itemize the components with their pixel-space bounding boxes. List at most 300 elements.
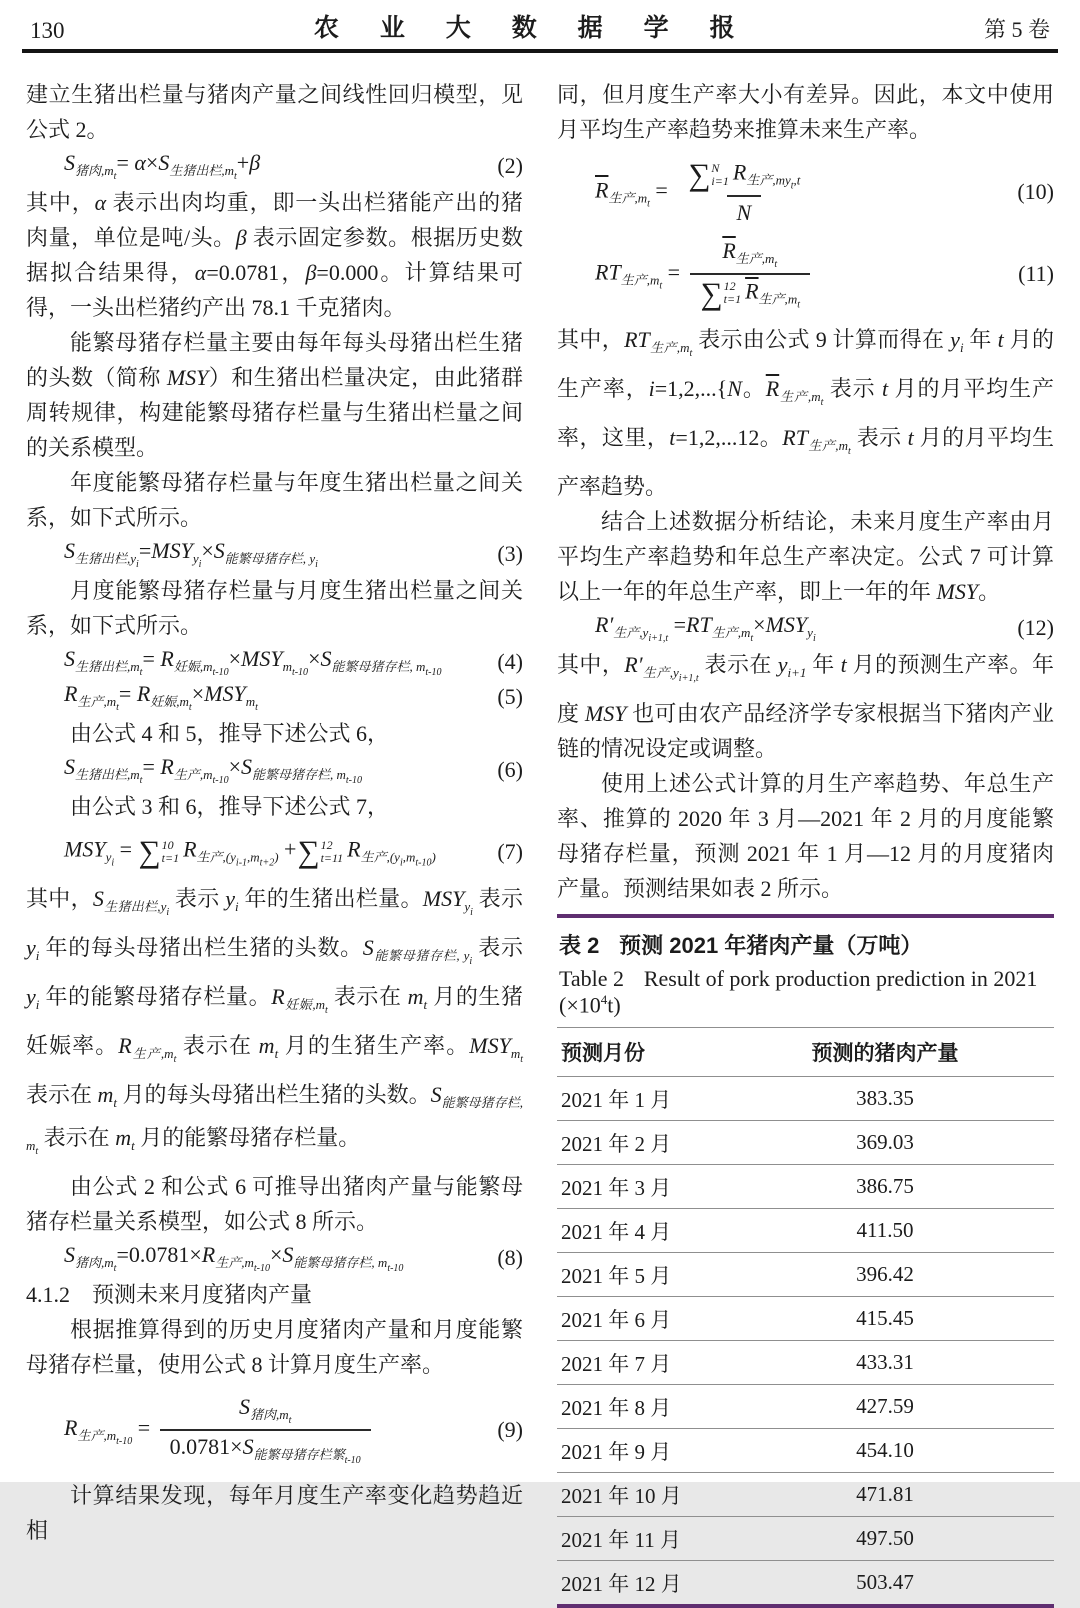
math-subscript: m bbox=[164, 1045, 174, 1061]
table-caption-en-suffix: t) bbox=[607, 992, 621, 1018]
equation-body bbox=[64, 681, 258, 713]
text-run: 其中， bbox=[26, 885, 93, 911]
table-row bbox=[557, 1121, 1054, 1165]
math-subscript: m bbox=[637, 190, 648, 206]
math-var: R′ bbox=[595, 612, 614, 638]
upper-limit: 12 bbox=[320, 837, 333, 852]
math-subscript: m bbox=[405, 849, 416, 865]
text-run: 年的每头母猪出栏生猪的头数。 bbox=[39, 934, 363, 960]
math-subscript: m bbox=[649, 271, 660, 287]
math-subscript: i bbox=[35, 996, 40, 1012]
text-run: 0.0781× bbox=[169, 1433, 243, 1459]
page-number: 130 bbox=[30, 18, 65, 43]
math-subscript: 生产, bbox=[613, 625, 643, 641]
prediction-month-cell: 2021 年 10 月 bbox=[557, 1473, 716, 1517]
math-subsubscript: t bbox=[325, 1004, 328, 1016]
table-2 bbox=[557, 914, 1054, 1608]
paragraph bbox=[26, 1312, 523, 1382]
prediction-month-cell: 2021 年 8 月 bbox=[557, 1385, 716, 1429]
math-subscript: t bbox=[796, 172, 801, 188]
math-subscript: 妊娠, bbox=[284, 996, 316, 1012]
math-subscript: 生产, bbox=[608, 190, 638, 206]
math-subscript: m bbox=[811, 389, 821, 405]
prediction-table bbox=[557, 1027, 1054, 1604]
math-subscript: 能繁母猪存栏, bbox=[224, 551, 310, 566]
fraction-denominator bbox=[160, 1429, 371, 1466]
math-subscript: 生产,( bbox=[196, 849, 231, 865]
math-subscript: m bbox=[245, 694, 256, 709]
math-var: S bbox=[430, 1081, 442, 1107]
fraction-denominator bbox=[727, 195, 762, 226]
math-var: N bbox=[736, 199, 752, 225]
text-run: 使用上述公式计算的月生产率趋势、年总生产率、推算的 2020 年 3 月—2021 年 2 月的月度能繁母猪存栏量，预测 2021 年 1 月—12 月的月度猪肉产量。预测结果如表 2 所示。 bbox=[557, 771, 1054, 902]
upper-limit: N bbox=[711, 160, 720, 175]
prediction-table-body bbox=[557, 1077, 1054, 1605]
prediction-value-cell: 433.31 bbox=[716, 1341, 1054, 1385]
right-column bbox=[557, 77, 1054, 1608]
formula-2 bbox=[26, 150, 523, 182]
math-subsubscript: t bbox=[234, 171, 237, 182]
text-run: × bbox=[228, 754, 241, 779]
math-var: t bbox=[882, 376, 889, 402]
math-subsubscript: t bbox=[750, 633, 754, 645]
math-subscript: m bbox=[104, 1254, 114, 1270]
text-run: 年度能繁母猪存栏量与年度生猪出栏量之间关系，如下式所示。 bbox=[26, 470, 523, 530]
text-run: 表示在 bbox=[38, 1124, 116, 1150]
text-run: × bbox=[145, 150, 159, 175]
math-var: S bbox=[282, 1241, 294, 1267]
lower-limit: t=1 bbox=[161, 850, 180, 865]
math-var: RT bbox=[624, 327, 650, 353]
two-column-body bbox=[0, 53, 1080, 1608]
math-var: S bbox=[242, 1433, 254, 1459]
math-subscript: m bbox=[282, 659, 292, 674]
math-subscript: y bbox=[463, 947, 470, 963]
text-run: = bbox=[142, 646, 161, 671]
math-subsubscript: i bbox=[166, 906, 170, 918]
math-subscript: 生产, bbox=[77, 1427, 107, 1443]
math-subsubscript: t bbox=[820, 397, 824, 409]
math-subscript: m bbox=[741, 625, 751, 641]
math-subsubscript: i+1,t bbox=[648, 633, 669, 645]
text-run: 表示在 bbox=[698, 652, 778, 678]
math-subscript: y bbox=[642, 625, 649, 641]
text-run: 表示出肉均重，即一头出栏猪能产出的猪肉量，单位是吨/头。 bbox=[26, 190, 523, 250]
formula-10 bbox=[557, 159, 1054, 226]
math-subscript: m bbox=[279, 1406, 289, 1422]
math-subscript: t bbox=[423, 996, 428, 1012]
math-subscript: 生产, bbox=[711, 625, 741, 641]
math-var: R bbox=[118, 1032, 132, 1058]
math-subscript: 生产, bbox=[77, 694, 107, 709]
math-subscript: 生产, bbox=[779, 389, 812, 405]
summation-symbol bbox=[139, 836, 183, 867]
math-var: S bbox=[64, 646, 75, 671]
text-run: 建立生猪出栏量与猪肉产量之间线性回归模型，见公式 2。 bbox=[26, 82, 523, 142]
section-heading bbox=[26, 1277, 523, 1312]
paragraph bbox=[557, 766, 1054, 906]
table-row bbox=[557, 1341, 1054, 1385]
math-subscript: 生产, bbox=[642, 665, 674, 681]
math-subscript: 生产, bbox=[807, 438, 839, 454]
math-subsubscript: t-10 bbox=[116, 1435, 133, 1447]
prediction-month-cell: 2021 年 2 月 bbox=[557, 1121, 716, 1165]
math-subscript: 妊娠, bbox=[150, 694, 180, 709]
table-row bbox=[557, 1253, 1054, 1297]
math-subscript: 生产, bbox=[620, 271, 650, 287]
table-caption-zh bbox=[557, 918, 1054, 964]
text-run: 。 bbox=[741, 376, 766, 402]
math-subscript: m bbox=[680, 340, 690, 356]
math-var: y bbox=[26, 934, 36, 960]
summation-limits bbox=[724, 280, 741, 306]
math-subsubscript: t+2 bbox=[259, 857, 275, 869]
table-row bbox=[557, 1429, 1054, 1473]
math-subscript: m bbox=[336, 767, 346, 782]
math-subsubscript: i-1 bbox=[235, 857, 248, 869]
math-var-overbar: $\overline{R}$ bbox=[765, 376, 780, 402]
text-run: 能繁母猪存栏量主要由每年每头母猪出栏生猪的头数（简称 bbox=[26, 330, 523, 390]
math-var: S bbox=[92, 885, 104, 911]
paragraph bbox=[26, 716, 523, 751]
math-var: MSY bbox=[64, 836, 106, 862]
text-run: 年 bbox=[806, 652, 841, 678]
math-var: MSY bbox=[204, 681, 246, 706]
math-subsubscript: t-10 bbox=[425, 667, 442, 678]
math-var: β bbox=[249, 150, 261, 175]
text-run: =0.0781， bbox=[206, 260, 306, 285]
table-row bbox=[557, 1077, 1054, 1121]
math-subscript: m bbox=[130, 767, 140, 782]
math-var: S bbox=[64, 1241, 75, 1267]
prediction-month-cell: 2021 年 6 月 bbox=[557, 1297, 716, 1341]
text-run: 年的能繁母猪存栏量。 bbox=[39, 983, 272, 1009]
math-var: MSY bbox=[936, 579, 979, 605]
equation-number: (7) bbox=[497, 839, 523, 865]
math-subsubscript: i bbox=[136, 559, 139, 570]
math-subsubscript: i bbox=[469, 955, 473, 967]
formula-12 bbox=[557, 612, 1054, 644]
math-subscript: m bbox=[510, 1045, 521, 1061]
text-run: 其中， bbox=[557, 652, 625, 678]
paragraph bbox=[557, 504, 1054, 609]
math-subsubscript: t bbox=[173, 1053, 177, 1065]
math-subsubscript: i bbox=[111, 857, 115, 869]
math-var-overbar: $\overline{R}$ bbox=[745, 278, 759, 304]
prediction-month-cell: 2021 年 11 月 bbox=[557, 1517, 716, 1561]
math-subscript: m bbox=[104, 163, 114, 178]
prediction-value-cell: 471.81 bbox=[716, 1473, 1054, 1517]
equation-number: (9) bbox=[497, 1416, 523, 1442]
prediction-value-cell: 383.35 bbox=[716, 1077, 1054, 1121]
math-subscript: y bbox=[230, 849, 236, 865]
math-var: y bbox=[225, 885, 236, 911]
math-subscript: y bbox=[160, 898, 167, 914]
paragraph bbox=[26, 789, 523, 824]
math-var: S bbox=[238, 1393, 250, 1419]
text-run: = bbox=[142, 754, 161, 779]
prediction-table-head bbox=[557, 1028, 1054, 1077]
text-run: 结合上述数据分析结论，未来月度生产率由月平均生产率趋势和年总生产率决定。公式 7 可计算以上一年的年总生产率，即上一年的年 bbox=[557, 509, 1054, 605]
text-run: 其中， bbox=[26, 190, 95, 215]
math-subsubscript: t bbox=[139, 775, 143, 786]
text-run: = bbox=[138, 538, 152, 563]
prediction-value-cell: 369.03 bbox=[716, 1121, 1054, 1165]
math-subscript: m bbox=[838, 438, 848, 454]
equation-body bbox=[595, 159, 814, 226]
text-run: =1,2,...{ bbox=[654, 376, 728, 402]
table-caption-zh-label: 表 2 bbox=[559, 933, 600, 959]
math-subscript: , bbox=[247, 849, 251, 865]
text-run: 表示 bbox=[472, 885, 523, 911]
math-subscript: 生产, bbox=[131, 1045, 165, 1061]
math-subscript: 能繁母猪存栏, bbox=[373, 947, 464, 963]
math-subscript: , bbox=[793, 172, 797, 188]
header-row bbox=[557, 1028, 1054, 1077]
equation-number: (11) bbox=[1018, 260, 1054, 286]
text-run: 4.1.2 预测未来月度猪肉产量 bbox=[26, 1281, 313, 1307]
math-subscript: t bbox=[131, 1137, 135, 1153]
math-subsubscript: t bbox=[689, 348, 693, 360]
equation-body bbox=[64, 538, 318, 570]
math-var: t bbox=[907, 425, 914, 451]
prediction-month-cell: 2021 年 9 月 bbox=[557, 1429, 716, 1473]
text-run: 表示 bbox=[823, 376, 882, 402]
text-run: = bbox=[668, 612, 687, 638]
math-subsubscript: i+1,t bbox=[678, 673, 699, 685]
text-run: 月的月平均生产率，这里， bbox=[557, 376, 1054, 451]
sigma-glyph: ∑ bbox=[688, 157, 711, 192]
equation-body bbox=[64, 150, 260, 182]
math-var: S bbox=[158, 150, 170, 175]
sigma-glyph: ∑ bbox=[297, 834, 320, 869]
math-var: α bbox=[134, 150, 146, 175]
text-run: 。 bbox=[978, 579, 1001, 605]
equation-body bbox=[64, 1394, 375, 1466]
summation-symbol bbox=[297, 836, 346, 867]
math-var: MSY bbox=[469, 1032, 511, 1058]
prediction-month-cell: 2021 年 3 月 bbox=[557, 1165, 716, 1209]
text-run: × bbox=[201, 538, 214, 563]
math-subscript: 生猪出栏, bbox=[75, 659, 131, 674]
paragraph bbox=[26, 1478, 523, 1548]
paragraph bbox=[557, 322, 1054, 504]
math-var: t bbox=[997, 327, 1004, 353]
paragraph bbox=[26, 325, 523, 465]
math-subscript: m bbox=[26, 1137, 36, 1153]
math-var: S bbox=[64, 538, 75, 563]
math-var: y bbox=[777, 652, 788, 678]
lower-limit: t=11 bbox=[320, 850, 344, 865]
math-var: R bbox=[732, 159, 747, 185]
prediction-value-cell: 454.10 bbox=[716, 1429, 1054, 1473]
math-subsubscript: t bbox=[520, 1053, 523, 1065]
math-var: i bbox=[648, 376, 655, 402]
text-run: + bbox=[278, 836, 297, 862]
math-subscript: t bbox=[274, 1045, 279, 1061]
math-subscript: 生产, bbox=[215, 1254, 245, 1270]
math-subsubscript: i bbox=[198, 559, 202, 570]
table-caption-en bbox=[557, 964, 1054, 1027]
prediction-month-cell: 2021 年 5 月 bbox=[557, 1253, 716, 1297]
text-run: = bbox=[116, 150, 135, 175]
text-run: 表示 bbox=[850, 425, 908, 451]
math-subsubscript: t bbox=[288, 1414, 292, 1426]
text-run: 年的生猪出栏量。 bbox=[238, 885, 423, 911]
fraction bbox=[677, 159, 810, 226]
left-column bbox=[26, 77, 523, 1608]
math-var: α bbox=[94, 190, 107, 215]
math-var: MSY bbox=[765, 612, 808, 638]
lower-limit: t=1 bbox=[723, 292, 742, 307]
math-var: R bbox=[64, 681, 78, 706]
table-row bbox=[557, 1165, 1054, 1209]
text-run: 根据推算得到的历史月度猪肉产量和月度能繁母猪存栏量，使用公式 8 计算月度生产率。 bbox=[26, 1316, 523, 1377]
formula-5 bbox=[26, 681, 523, 713]
math-subscript: 生产, bbox=[649, 340, 681, 356]
summation-symbol bbox=[688, 159, 732, 190]
column-header-value: 预测的猪肉产量 bbox=[716, 1028, 1054, 1077]
text-run: 同，但月度生产率大小有差异。因此，本文中使用月平均生产率趋势来推算未来生产率。 bbox=[557, 82, 1054, 142]
volume-label: 第 5 卷 bbox=[983, 17, 1050, 42]
prediction-month-cell: 2021 年 7 月 bbox=[557, 1341, 716, 1385]
text-run: 年 bbox=[963, 327, 998, 353]
math-var: R bbox=[271, 983, 285, 1009]
fraction bbox=[160, 1394, 371, 1466]
equation-number: (6) bbox=[497, 757, 523, 782]
math-subsubscript: i bbox=[470, 906, 473, 918]
prediction-month-cell: 2021 年 1 月 bbox=[557, 1077, 716, 1121]
text-run: = bbox=[649, 177, 674, 203]
math-subsubscript: t-10 bbox=[291, 667, 309, 678]
math-subsubscript: t-10 bbox=[344, 1454, 361, 1466]
text-run: = bbox=[114, 836, 138, 862]
math-subscript: 生产, bbox=[173, 767, 204, 782]
summation-symbol bbox=[700, 275, 745, 311]
math-subsubscript: t bbox=[774, 258, 778, 270]
formula-6 bbox=[26, 754, 523, 786]
math-subsubscript: t bbox=[797, 299, 800, 311]
math-var: MSY bbox=[166, 365, 209, 390]
sigma-glyph: ∑ bbox=[138, 834, 161, 869]
math-var: m bbox=[407, 983, 424, 1009]
table-row bbox=[557, 1209, 1054, 1253]
paragraph bbox=[26, 573, 523, 643]
math-subsubscript: t bbox=[647, 198, 650, 210]
text-run: + bbox=[236, 150, 250, 175]
math-var: MSY bbox=[584, 701, 627, 727]
table-caption-en-text: Result of pork production prediction in 2021 (×10 bbox=[559, 966, 1038, 1018]
equation-number: (4) bbox=[497, 649, 523, 674]
math-subscript: m bbox=[377, 1254, 388, 1270]
math-subscript: y bbox=[309, 551, 316, 566]
text-run: 表示由公式 9 计算而得在 bbox=[692, 327, 951, 353]
text-run: 月的预测生产率。年度 bbox=[557, 652, 1054, 727]
math-var: R bbox=[183, 836, 197, 862]
formula-7 bbox=[26, 836, 523, 869]
text-run: × bbox=[228, 646, 241, 671]
math-subscript: m bbox=[203, 659, 213, 674]
math-subscript: m bbox=[787, 291, 798, 307]
fraction-denominator bbox=[690, 273, 810, 311]
journal-title: 农 业 大 数 据 学 报 bbox=[313, 14, 752, 42]
math-subscript: ) bbox=[274, 849, 279, 865]
math-var: RT bbox=[782, 425, 808, 451]
math-subsubscript: t-10 bbox=[212, 775, 229, 786]
math-var: RT bbox=[686, 612, 712, 638]
summation-limits bbox=[321, 839, 344, 865]
math-subscript: y bbox=[105, 849, 112, 865]
upper-limit: 10 bbox=[161, 837, 174, 852]
math-subscript: m bbox=[179, 694, 189, 709]
math-var: R bbox=[160, 646, 174, 671]
text-run: 表示 bbox=[472, 934, 523, 960]
paragraph bbox=[26, 77, 523, 147]
text-run: 月的月平均生产率趋势。 bbox=[557, 425, 1054, 500]
equation-number: (5) bbox=[497, 684, 523, 709]
math-subscript: 能繁母猪存栏, bbox=[252, 767, 337, 782]
math-var: S bbox=[241, 754, 252, 779]
text-run: = bbox=[118, 681, 137, 706]
math-subsubscript: t bbox=[113, 171, 117, 182]
math-var: m bbox=[97, 1081, 114, 1107]
text-run: 由公式 4 和 5，推导下述公式 6， bbox=[70, 721, 390, 746]
paragraph bbox=[26, 185, 523, 325]
math-subscript: i bbox=[959, 340, 964, 356]
math-subscript: m bbox=[416, 659, 426, 674]
math-subscript: m bbox=[765, 250, 775, 266]
paragraph bbox=[557, 77, 1054, 147]
text-run: × bbox=[269, 1241, 283, 1267]
formula-3 bbox=[26, 538, 523, 570]
equation-number: (12) bbox=[1017, 615, 1054, 641]
running-head bbox=[0, 0, 1080, 49]
math-var: y bbox=[26, 983, 36, 1009]
math-subscript: 能繁母猪存栏, bbox=[331, 659, 416, 674]
text-run: ）和生猪出栏量决定，由此猪群周转规律，构建能繁母猪存栏量与生猪出栏量之间的关系模型。 bbox=[26, 365, 523, 460]
math-subscript: ) bbox=[431, 849, 436, 865]
text-run: 表示在 bbox=[327, 983, 408, 1009]
math-var: α bbox=[194, 260, 207, 285]
paragraph bbox=[26, 465, 523, 535]
equation-body bbox=[64, 754, 362, 786]
math-subsubscript: t-10 bbox=[253, 1262, 270, 1274]
formula-8 bbox=[26, 1242, 523, 1274]
math-subscript: 生猪出栏, bbox=[103, 898, 161, 914]
math-subscript: m bbox=[244, 1254, 254, 1270]
text-run: 其中， bbox=[557, 327, 625, 353]
math-var: RT bbox=[595, 258, 621, 284]
prediction-value-cell: 396.42 bbox=[716, 1253, 1054, 1297]
table-row bbox=[557, 1473, 1054, 1517]
math-var: S bbox=[64, 150, 75, 175]
text-run: × bbox=[191, 681, 205, 706]
math-subsubscript: t-10 bbox=[212, 667, 229, 678]
math-subsubscript: t bbox=[35, 1145, 39, 1157]
math-subscript: m bbox=[224, 163, 234, 178]
math-subscript: 生猪出栏, bbox=[75, 551, 131, 566]
upper-limit: 12 bbox=[723, 279, 736, 294]
math-var: MSY bbox=[151, 538, 193, 563]
prediction-value-cell: 411.50 bbox=[716, 1209, 1054, 1253]
math-subscript: y bbox=[394, 849, 400, 865]
summation-limits bbox=[711, 162, 728, 188]
math-var: R bbox=[160, 754, 174, 779]
prediction-value-cell: 503.47 bbox=[856, 1570, 914, 1595]
equation-number: (3) bbox=[497, 541, 523, 566]
math-subscript: m bbox=[250, 849, 260, 865]
math-var-overbar: $\overline{R}$ bbox=[722, 237, 736, 263]
